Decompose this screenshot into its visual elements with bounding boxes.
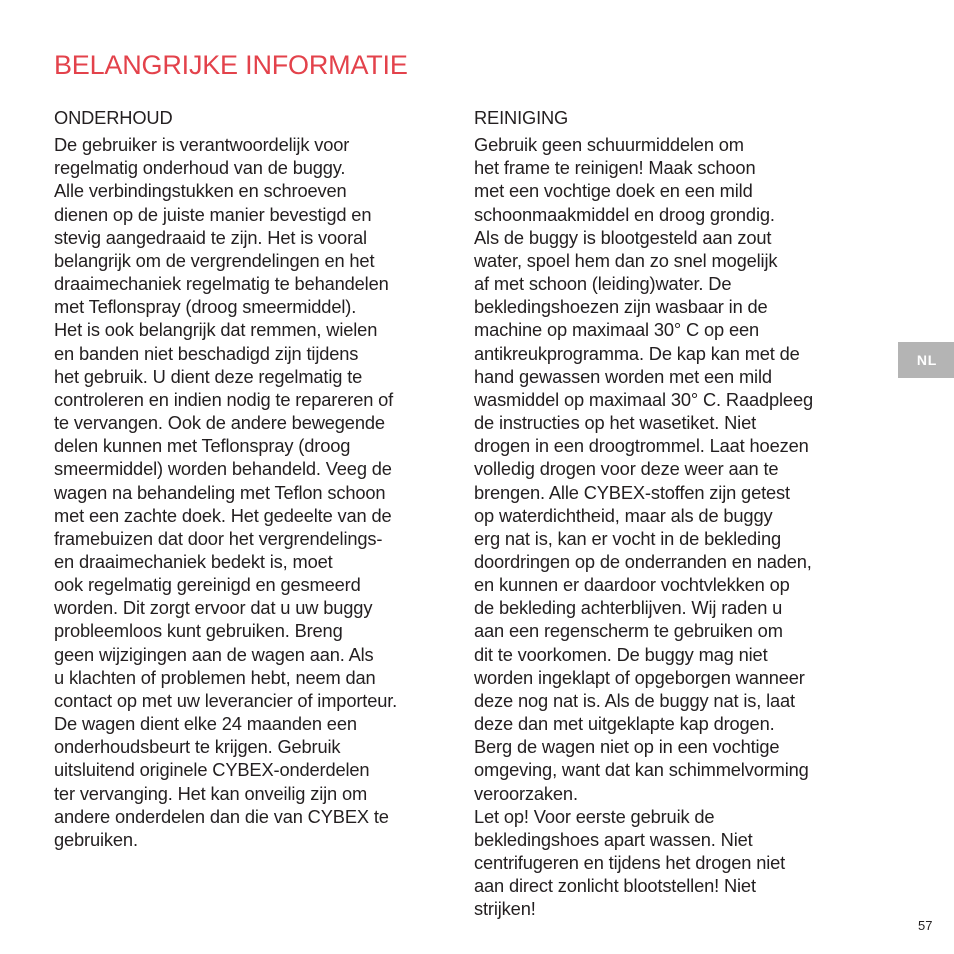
text-line: Als de buggy is blootgesteld aan zout — [474, 226, 772, 248]
text-line: geen wijzigingen aan de wagen aan. Als — [54, 643, 374, 665]
text-line: uitsluitend originele CYBEX-onderdelen — [54, 759, 370, 781]
text-line: bekledingshoes apart wassen. Niet — [474, 828, 753, 850]
text-line: smeermiddel) worden behandeld. Veeg de — [54, 458, 392, 480]
text-line: probleemloos kunt gebruiken. Breng — [54, 620, 343, 642]
text-line: bekledingshoezen zijn wasbaar in de — [474, 296, 768, 318]
text-line: Het is ook belangrijk dat remmen, wielen — [54, 319, 378, 341]
text-line: machine op maximaal 30° C op een — [474, 319, 760, 341]
text-line: veroorzaken. — [474, 782, 578, 804]
text-line: schoonmaakmiddel en droog grondig. — [474, 203, 775, 225]
text-line: met een zachte doek. Het gedeelte van de — [54, 504, 392, 526]
text-line: het frame te reinigen! Maak schoon — [474, 157, 756, 179]
text-line: gebruiken. — [54, 828, 138, 850]
text-line: contact op met uw leverancier of importeur. — [54, 689, 398, 711]
text-line: belangrijk om de vergrendelingen en het — [54, 249, 375, 271]
section-onderhoud — [54, 106, 449, 851]
text-line: en kunnen er daardoor vochtvlekken op — [474, 574, 790, 596]
text-line: te vervangen. Ook de andere bewegende — [54, 412, 385, 434]
language-tab: NL — [898, 342, 954, 378]
text-line: regelmatig onderhoud van de buggy. — [54, 157, 346, 179]
text-line: ter vervanging. Het kan onveilig zijn om — [54, 782, 368, 804]
section-heading-onderhoud: ONDERHOUD — [54, 107, 173, 128]
text-line: het gebruik. U dient deze regelmatig te — [54, 365, 363, 387]
text-line: antikreukprogramma. De kap kan met de — [474, 342, 800, 364]
text-line: af met schoon (leiding)water. De — [474, 273, 732, 295]
text-line: hand gewassen worden met een mild — [474, 365, 772, 387]
text-line: ook regelmatig gereinigd en gesmeerd — [54, 574, 361, 596]
text-line: wagen na behandeling met Teflon schoon — [54, 481, 386, 503]
text-line: centrifugeren en tijdens het drogen niet — [474, 852, 786, 873]
text-line: Berg de wagen niet op in een vochtige — [474, 736, 780, 758]
text-line: De gebruiker is verantwoordelijk voor — [54, 134, 350, 156]
text-line: en banden niet beschadigd zijn tijdens — [54, 342, 359, 364]
text-line: Alle verbindingstukken en schroeven — [54, 180, 347, 202]
text-line: met Teflonspray (droog smeermiddel). — [54, 296, 357, 318]
text-line: delen kunnen met Teflonspray (droog — [54, 435, 351, 457]
text-line: wasmiddel op maximaal 30° C. Raadpleeg — [474, 388, 813, 410]
section-reiniging — [474, 106, 869, 920]
text-line: worden. Dit zorgt ervoor dat u uw buggy — [54, 597, 373, 619]
text-line: worden ingeklapt of opgeborgen wanneer — [474, 666, 805, 688]
text-line: draaimechaniek regelmatig te behandelen — [54, 273, 389, 295]
text-line: drogen in een droogtrommel. Laat hoezen — [474, 435, 809, 457]
text-line: strijken! — [474, 898, 536, 920]
text-line: onderhoudsbeurt te krijgen. Gebruik — [54, 736, 341, 758]
text-line: stevig aangedraaid te zijn. Het is vooral — [54, 226, 367, 248]
section-body-reiniging — [474, 133, 869, 920]
text-line: deze nog nat is. Als de buggy nat is, laat — [474, 689, 795, 711]
text-line: de instructies op het wasetiket. Niet — [474, 412, 757, 434]
text-line: deze dan met uitgeklapte kap drogen. — [474, 713, 775, 735]
text-line: controleren en indien nodig te repareren of — [54, 388, 394, 410]
section-body-onderhoud — [54, 133, 449, 851]
text-line: De wagen dient elke 24 maanden een — [54, 713, 357, 735]
text-line: framebuizen dat door het vergrendelings- — [54, 527, 383, 549]
text-line: aan een regenscherm te gebruiken om — [474, 620, 783, 642]
text-line: brengen. Alle CYBEX-stoffen zijn getest — [474, 481, 790, 503]
text-line: en draaimechaniek bedekt is, moet — [54, 550, 333, 572]
text-line: erg nat is, kan er vocht in de bekleding — [474, 527, 782, 549]
text-line: omgeving, want dat kan schimmelvorming — [474, 759, 809, 781]
page-title: BELANGRIJKE INFORMATIE — [54, 50, 408, 80]
page-number: 57 — [918, 918, 933, 933]
text-line: andere onderdelen dan die van CYBEX te — [54, 805, 389, 827]
section-heading-reiniging: REINIGING — [474, 107, 569, 128]
text-line: volledig drogen voor deze weer aan te — [474, 458, 779, 480]
text-line: Gebruik geen schuurmiddelen om — [474, 134, 744, 156]
text-line: op waterdichtheid, maar als de buggy — [474, 504, 773, 526]
text-line: water, spoel hem dan zo snel mogelijk — [474, 249, 778, 271]
text-line: Let op! Voor eerste gebruik de — [474, 805, 715, 827]
text-line: doordringen op de onderranden en naden, — [474, 550, 812, 572]
text-line: dienen op de juiste manier bevestigd en — [54, 203, 372, 225]
text-line: de bekleding achterblijven. Wij raden u — [474, 597, 783, 619]
text-line: met een vochtige doek en een mild — [474, 180, 753, 202]
text-line: u klachten of problemen hebt, neem dan — [54, 666, 376, 688]
text-line: dit te voorkomen. De buggy mag niet — [474, 643, 768, 665]
text-line: aan direct zonlicht blootstellen! Niet — [474, 875, 756, 897]
